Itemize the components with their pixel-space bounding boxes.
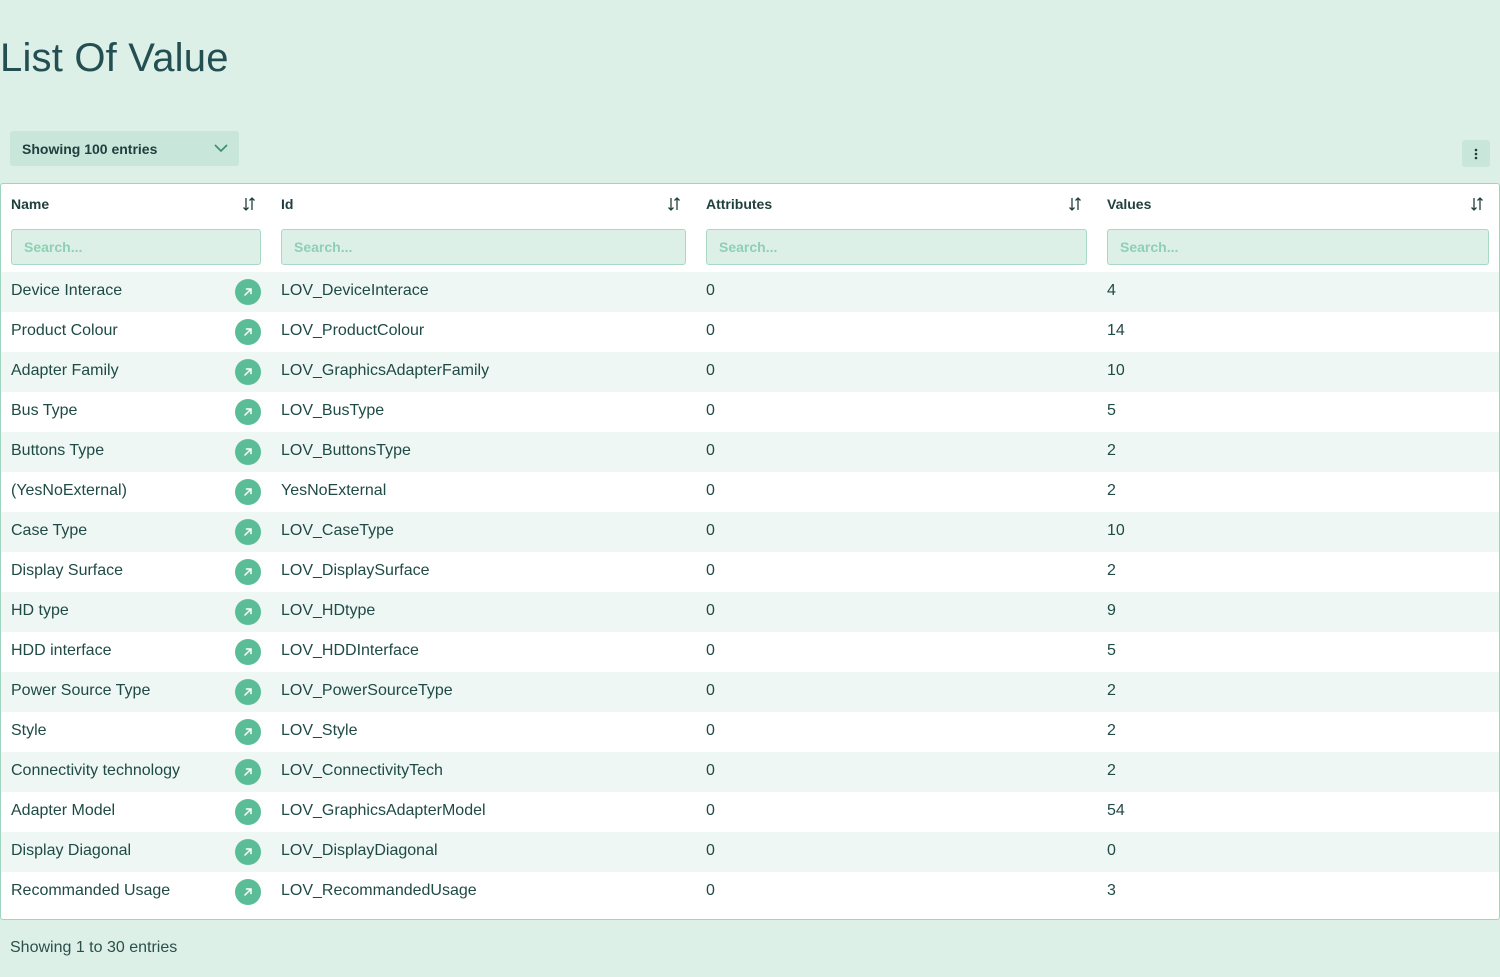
arrow-up-right-icon xyxy=(242,566,254,578)
arrow-up-right-icon xyxy=(242,726,254,738)
cell-attributes: 0 xyxy=(706,482,715,499)
arrow-up-right-icon xyxy=(242,686,254,698)
cell-id: YesNoExternal xyxy=(281,482,387,499)
arrow-up-right-icon xyxy=(242,606,254,618)
cell-name: Display Surface xyxy=(11,562,124,579)
table-row[interactable] xyxy=(1,792,1499,832)
cell-values: 2 xyxy=(1107,762,1116,779)
cell-values: 4 xyxy=(1107,282,1116,299)
open-item-button[interactable] xyxy=(235,399,261,425)
cell-name: (YesNoExternal) xyxy=(11,482,127,499)
search-input-values[interactable] xyxy=(1107,229,1489,265)
cell-id: LOV_HDDInterface xyxy=(281,642,419,659)
table-row[interactable] xyxy=(1,632,1499,672)
cell-values: 5 xyxy=(1107,642,1116,659)
table-row[interactable] xyxy=(1,552,1499,592)
open-item-button[interactable] xyxy=(235,679,261,705)
cell-id: LOV_CaseType xyxy=(281,522,394,539)
table-row[interactable] xyxy=(1,512,1499,552)
cell-name: HD type xyxy=(11,602,69,619)
sort-icon[interactable] xyxy=(667,196,681,212)
cell-attributes: 0 xyxy=(706,762,715,779)
cell-id: LOV_DisplaySurface xyxy=(281,562,430,579)
cell-id: LOV_HDtype xyxy=(281,602,376,619)
cell-values: 2 xyxy=(1107,442,1116,459)
cell-attributes: 0 xyxy=(706,602,715,619)
list-of-value-table xyxy=(0,183,1500,920)
open-item-button[interactable] xyxy=(235,599,261,625)
arrow-up-right-icon xyxy=(242,526,254,538)
cell-values: 2 xyxy=(1107,722,1116,739)
cell-name: Display Diagonal xyxy=(11,842,132,859)
table-row[interactable] xyxy=(1,272,1499,312)
table-row[interactable] xyxy=(1,712,1499,752)
sort-icon[interactable] xyxy=(1470,196,1484,212)
cell-name: Recommanded Usage xyxy=(11,882,171,899)
cell-id: LOV_DisplayDiagonal xyxy=(281,842,438,859)
cell-values: 3 xyxy=(1107,882,1116,899)
cell-values: 9 xyxy=(1107,602,1116,619)
cell-attributes: 0 xyxy=(706,522,715,539)
cell-attributes: 0 xyxy=(706,882,715,899)
open-item-button[interactable] xyxy=(235,519,261,545)
cell-values: 5 xyxy=(1107,402,1116,419)
arrow-up-right-icon xyxy=(242,646,254,658)
cell-values: 2 xyxy=(1107,682,1116,699)
cell-values: 2 xyxy=(1107,482,1116,499)
cell-attributes: 0 xyxy=(706,402,715,419)
cell-attributes: 0 xyxy=(706,362,715,379)
cell-id: LOV_GraphicsAdapterModel xyxy=(281,802,486,819)
table-row[interactable] xyxy=(1,832,1499,872)
column-header-name[interactable]: Name xyxy=(11,196,50,212)
kebab-menu-icon xyxy=(1474,148,1478,160)
arrow-up-right-icon xyxy=(242,446,254,458)
open-item-button[interactable] xyxy=(235,319,261,345)
table-row[interactable] xyxy=(1,432,1499,472)
cell-values: 10 xyxy=(1107,362,1125,379)
cell-attributes: 0 xyxy=(706,562,715,579)
open-item-button[interactable] xyxy=(235,799,261,825)
open-item-button[interactable] xyxy=(235,279,261,305)
search-input-id[interactable] xyxy=(281,229,686,265)
cell-name: Buttons Type xyxy=(11,442,105,459)
cell-name: Bus Type xyxy=(11,402,78,419)
arrow-up-right-icon xyxy=(242,486,254,498)
open-item-button[interactable] xyxy=(235,839,261,865)
sort-icon[interactable] xyxy=(242,196,256,212)
cell-name: Power Source Type xyxy=(11,682,151,699)
open-item-button[interactable] xyxy=(235,879,261,905)
open-item-button[interactable] xyxy=(235,759,261,785)
arrow-up-right-icon xyxy=(242,766,254,778)
table-row[interactable] xyxy=(1,752,1499,792)
cell-name: Adapter Model xyxy=(11,802,116,819)
table-row[interactable] xyxy=(1,312,1499,352)
entries-per-page-select[interactable] xyxy=(10,131,239,166)
cell-attributes: 0 xyxy=(706,642,715,659)
cell-name: Case Type xyxy=(11,522,88,539)
open-item-button[interactable] xyxy=(235,359,261,385)
search-input-attributes[interactable] xyxy=(706,229,1087,265)
cell-attributes: 0 xyxy=(706,722,715,739)
arrow-up-right-icon xyxy=(242,366,254,378)
open-item-button[interactable] xyxy=(235,439,261,465)
cell-attributes: 0 xyxy=(706,802,715,819)
cell-values: 54 xyxy=(1107,802,1125,819)
arrow-up-right-icon xyxy=(242,806,254,818)
sort-icon[interactable] xyxy=(1068,196,1082,212)
cell-attributes: 0 xyxy=(706,282,715,299)
cell-id: LOV_Style xyxy=(281,722,358,739)
cell-id: LOV_ConnectivityTech xyxy=(281,762,443,779)
open-item-button[interactable] xyxy=(235,719,261,745)
cell-id: LOV_DeviceInterace xyxy=(281,282,429,299)
cell-id: LOV_GraphicsAdapterFamily xyxy=(281,362,490,379)
cell-name: Adapter Family xyxy=(11,362,119,379)
cell-values: 14 xyxy=(1107,322,1125,339)
table-row[interactable] xyxy=(1,392,1499,432)
cell-name: HDD interface xyxy=(11,642,112,659)
arrow-up-right-icon xyxy=(242,886,254,898)
entries-per-page-label: Showing 100 entries xyxy=(22,140,158,157)
cell-values: 0 xyxy=(1107,842,1116,859)
arrow-up-right-icon xyxy=(242,406,254,418)
cell-id: LOV_BusType xyxy=(281,402,385,419)
cell-name: Style xyxy=(11,722,47,739)
table-row[interactable] xyxy=(1,672,1499,712)
cell-attributes: 0 xyxy=(706,682,715,699)
column-header-id[interactable]: Id xyxy=(281,196,294,212)
pagination-summary: Showing 1 to 30 entries xyxy=(10,939,178,956)
arrow-up-right-icon xyxy=(242,846,254,858)
open-item-button[interactable] xyxy=(235,479,261,505)
cell-name: Product Colour xyxy=(11,322,118,339)
cell-id: LOV_RecommandedUsage xyxy=(281,882,477,899)
page-title: List Of Value xyxy=(0,36,229,80)
table-options-button[interactable] xyxy=(1462,140,1490,167)
cell-attributes: 0 xyxy=(706,842,715,859)
table-row[interactable] xyxy=(1,592,1499,632)
open-item-button[interactable] xyxy=(235,639,261,665)
cell-name: Connectivity technology xyxy=(11,762,180,779)
cell-id: LOV_ButtonsType xyxy=(281,442,411,459)
chevron-down-icon xyxy=(213,140,229,156)
table-row[interactable] xyxy=(1,872,1499,912)
arrow-up-right-icon xyxy=(242,286,254,298)
arrow-up-right-icon xyxy=(242,326,254,338)
open-item-button[interactable] xyxy=(235,559,261,585)
cell-id: LOV_ProductColour xyxy=(281,322,425,339)
table-row[interactable] xyxy=(1,472,1499,512)
search-input-name[interactable] xyxy=(11,229,261,265)
table-row[interactable] xyxy=(1,352,1499,392)
cell-name: Device Interace xyxy=(11,282,123,299)
table-header xyxy=(1,184,1499,226)
cell-id: LOV_PowerSourceType xyxy=(281,682,453,699)
column-header-attributes[interactable]: Attributes xyxy=(706,196,773,212)
cell-attributes: 0 xyxy=(706,322,715,339)
column-header-values[interactable]: Values xyxy=(1107,196,1152,212)
cell-values: 10 xyxy=(1107,522,1125,539)
cell-attributes: 0 xyxy=(706,442,715,459)
cell-values: 2 xyxy=(1107,562,1116,579)
